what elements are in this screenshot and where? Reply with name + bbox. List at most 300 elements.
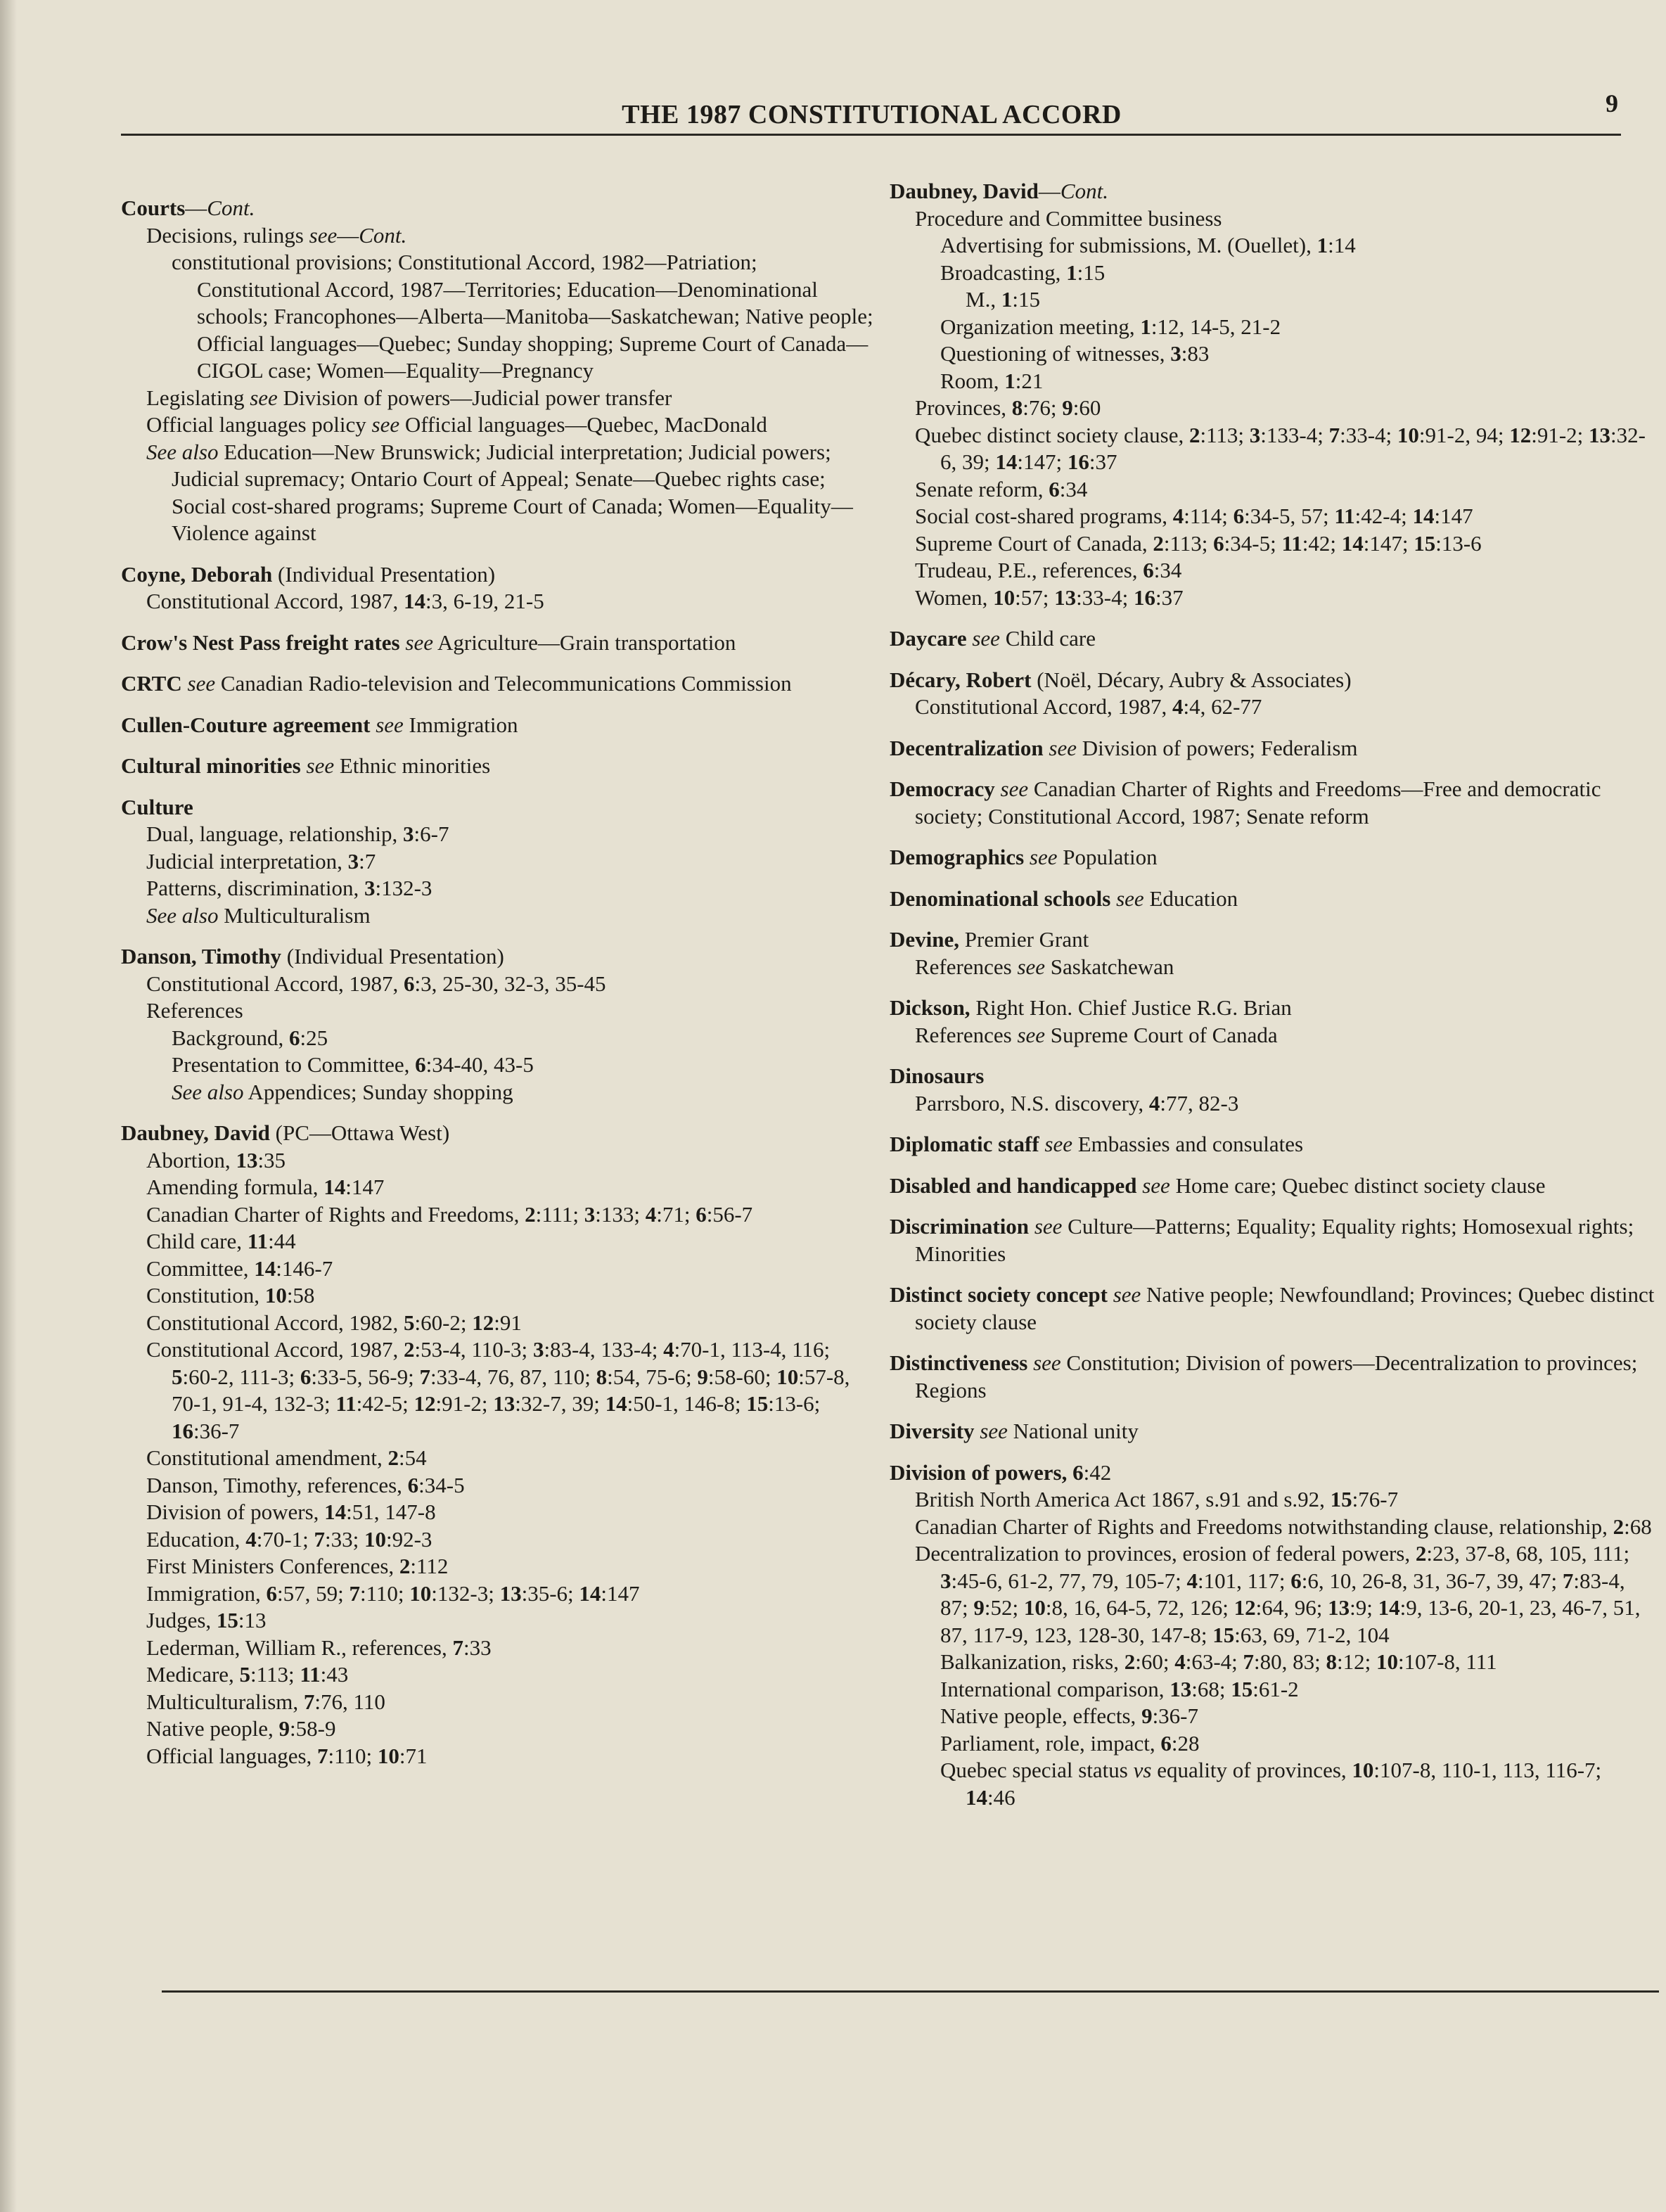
text-run: 13	[1054, 584, 1077, 610]
text-run: :63, 69, 71-2, 104	[1234, 1622, 1390, 1647]
text-run: Native people,	[146, 1716, 279, 1741]
text-run: 8	[1326, 1649, 1338, 1674]
entry-subline	[121, 1228, 877, 1255]
text-run: Decisions, rulings	[146, 222, 309, 248]
text-run: 3	[347, 848, 359, 874]
text-run: Native people, effects,	[940, 1703, 1142, 1728]
text-run: Embassies and consulates	[1072, 1132, 1304, 1156]
entry-subline	[121, 1635, 877, 1662]
text-run: CRTC	[121, 671, 182, 696]
text-run: 6	[300, 1364, 312, 1389]
text-run: Home care; Quebec distinct society clause	[1170, 1172, 1546, 1198]
text-run: :34-40, 43-5	[425, 1052, 534, 1077]
text-run: :43	[320, 1662, 349, 1687]
text-run: Danson, Timothy, references,	[146, 1472, 408, 1497]
text-run: 4	[1186, 1568, 1198, 1593]
text-run: 9	[278, 1716, 290, 1741]
text-run	[301, 753, 307, 778]
entry-subline	[121, 1715, 877, 1743]
text-run: 14	[605, 1391, 627, 1416]
text-run: :91-2, 94;	[1418, 422, 1510, 447]
text-run: Constitutional Accord, 1987,	[146, 589, 404, 613]
text-run	[1108, 1282, 1113, 1307]
text-run: (Individual Presentation)	[272, 561, 496, 587]
entry-heading	[890, 1213, 1656, 1267]
text-run: Senate reform,	[915, 476, 1049, 501]
text-run: :71	[399, 1743, 428, 1768]
text-run: See also	[146, 439, 219, 464]
text-run: :4, 62-77	[1183, 694, 1262, 719]
index-entry	[121, 670, 877, 698]
text-run: 3	[532, 1337, 544, 1362]
text-run: :110;	[328, 1743, 378, 1768]
text-run: Demographics	[890, 845, 1025, 869]
text-run: see	[1033, 1350, 1061, 1375]
text-run: Daycare	[890, 626, 967, 651]
text-run: see	[376, 712, 404, 737]
text-run: Advertising for submissions, M. (Ouellet),	[940, 233, 1317, 257]
text-run: 2	[399, 1554, 411, 1578]
entry-subline	[890, 1486, 1656, 1514]
text-run: :110;	[359, 1580, 410, 1606]
text-run: Balkanization, risks,	[940, 1649, 1124, 1674]
text-run: vs	[1133, 1758, 1152, 1782]
text-run: see	[309, 222, 338, 248]
text-run: 13	[236, 1147, 258, 1172]
text-run: :12;	[1337, 1649, 1376, 1674]
text-run: Canadian Charter of Rights and Freedoms notwithstanding clause, relationship,	[915, 1514, 1613, 1539]
text-run: 4	[1172, 504, 1184, 528]
text-run: Democracy	[890, 776, 995, 801]
text-run: 12	[1234, 1595, 1256, 1620]
entry-subline	[890, 286, 1656, 314]
text-run: 10	[1352, 1758, 1374, 1782]
entry-subline	[121, 1051, 877, 1079]
text-run	[1029, 1214, 1034, 1239]
text-run: :42-4;	[1354, 504, 1413, 528]
text-run: Broadcasting,	[940, 260, 1067, 285]
entry-subline	[121, 1743, 877, 1770]
text-run: :91-2;	[1531, 422, 1589, 447]
text-run: 13	[493, 1391, 515, 1416]
text-run: References	[146, 998, 243, 1023]
text-run: References	[915, 954, 1018, 979]
entry-subline	[890, 340, 1656, 368]
index-entry	[121, 943, 877, 1106]
text-run: :60-2;	[414, 1310, 473, 1335]
text-run: Division of powers,	[890, 1459, 1068, 1485]
text-run: —	[337, 222, 359, 248]
text-run: see	[250, 385, 278, 410]
text-run: :34	[1059, 476, 1088, 501]
text-run: :23, 37-8, 68, 105, 111;	[1426, 1541, 1630, 1566]
text-run: :9;	[1350, 1595, 1378, 1620]
entry-heading	[890, 1459, 1656, 1487]
text-run: :58-60;	[707, 1364, 777, 1389]
text-run: 11	[300, 1662, 321, 1687]
text-run: Courts	[121, 196, 186, 220]
text-run: National unity	[1007, 1419, 1139, 1443]
text-run: :107-8, 111	[1398, 1649, 1497, 1674]
text-run: Judges,	[146, 1608, 217, 1632]
text-run: see	[187, 671, 216, 696]
text-run: :45-6, 61-2, 77, 79, 105-7;	[951, 1568, 1187, 1593]
text-run	[182, 671, 188, 696]
page-title: THE 1987 CONSTITUTIONAL ACCORD	[622, 100, 1122, 129]
text-run	[1024, 845, 1030, 869]
text-run: 10	[1376, 1649, 1398, 1674]
text-run: 9	[697, 1364, 708, 1389]
text-run: see	[1017, 954, 1046, 979]
entry-subline	[890, 1649, 1656, 1676]
text-run: :83-4, 87;	[940, 1568, 1625, 1620]
text-run: :147	[345, 1175, 385, 1199]
text-run: 1	[1001, 287, 1013, 312]
text-run: 4	[245, 1526, 257, 1552]
text-run: Native people; Newfoundland; Provinces; Quebec distinct society clause	[915, 1282, 1655, 1334]
text-run: :14	[1328, 233, 1356, 257]
text-run: :34-5	[418, 1472, 465, 1497]
text-run: —	[1038, 179, 1061, 203]
text-run: 11	[1281, 530, 1302, 556]
text-run: Multiculturalism,	[146, 1689, 304, 1714]
text-run: :70-1;	[256, 1526, 314, 1552]
text-run: Daubney, David	[121, 1120, 270, 1145]
entry-subline	[890, 368, 1656, 395]
entry-heading	[890, 844, 1656, 871]
text-run: 15	[216, 1608, 238, 1632]
entry-subline	[121, 1499, 877, 1526]
text-run: :3, 6-19, 21-5	[425, 589, 544, 613]
text-run: :132-3	[375, 876, 432, 900]
text-run: :113;	[1163, 530, 1214, 556]
text-run: 16	[172, 1418, 193, 1443]
text-run: :15	[1077, 260, 1106, 285]
text-run: International comparison,	[940, 1676, 1170, 1701]
text-run: Diversity	[890, 1419, 975, 1443]
text-run: 14	[254, 1255, 276, 1281]
text-run: :63-4;	[1185, 1649, 1243, 1674]
text-run: 4	[645, 1201, 657, 1227]
text-run: Premier Grant	[959, 927, 1089, 952]
text-run: Crow's Nest Pass freight rates	[121, 629, 400, 655]
text-run: Cont.	[207, 196, 255, 220]
entry-heading	[121, 561, 877, 589]
text-run: :112	[410, 1554, 449, 1578]
text-run: Multiculturalism	[218, 902, 371, 928]
text-run: 14	[403, 589, 425, 613]
text-run: :33-4;	[1076, 584, 1134, 610]
entry-subline	[121, 1689, 877, 1716]
text-run: Dual, language, relationship,	[146, 821, 404, 846]
text-run: :68;	[1191, 1676, 1231, 1701]
text-run: Child care,	[146, 1229, 248, 1253]
text-run: :36-7	[1152, 1703, 1198, 1728]
text-run: :114;	[1184, 504, 1234, 528]
entry-subline	[890, 422, 1656, 476]
text-run: Parrsboro, N.S. discovery,	[915, 1090, 1149, 1115]
text-run: 7	[349, 1580, 360, 1606]
text-run: :13-6	[1435, 530, 1482, 556]
text-run: :133-4;	[1260, 422, 1329, 447]
text-run: :7	[359, 848, 376, 874]
text-run: :57;	[1015, 584, 1055, 610]
text-run: :35	[257, 1147, 286, 1172]
text-run: :68	[1624, 1514, 1652, 1539]
text-run: :147;	[1017, 449, 1068, 474]
text-run: 2	[1415, 1541, 1427, 1566]
text-run: See also	[146, 902, 219, 928]
text-run: see	[1116, 886, 1144, 911]
text-run: Devine,	[890, 927, 960, 952]
text-run: :76;	[1023, 395, 1063, 420]
text-run: 11	[1334, 504, 1355, 528]
text-run: Danson, Timothy	[121, 944, 281, 968]
text-run: constitutional provisions; Constitutional Accord, 1982—Patriation; Constitutional Accord, 1987—Territories; Education—Denominational schools; Francophones—Alberta—Manitoba—Saskatchewan; Native people; Official languages—Quebec; Sunday shopping; Supreme Court of Canada—CIGOL case; Women—Equality—Pregnancy	[172, 250, 873, 383]
text-run: :34-5, 57;	[1244, 504, 1335, 528]
text-run: 14	[966, 1784, 987, 1810]
index-entry	[121, 794, 877, 930]
text-run: :33-4;	[1340, 422, 1397, 447]
text-run: Daubney, David	[890, 179, 1039, 203]
index-entry	[890, 995, 1656, 1049]
index-entry	[890, 1213, 1656, 1267]
text-run: Amending formula,	[146, 1175, 324, 1199]
entry-heading	[121, 195, 877, 222]
entry-subline	[121, 971, 877, 998]
text-run: :37	[1089, 449, 1117, 474]
text-run: Room,	[940, 368, 1005, 393]
text-run: 7	[1562, 1568, 1574, 1593]
text-run: Official languages policy	[146, 412, 372, 437]
entry-subline	[890, 693, 1656, 721]
text-run: Constitutional Accord, 1982,	[146, 1310, 404, 1335]
text-run: Distinctiveness	[890, 1350, 1028, 1375]
text-run: :61-2	[1252, 1676, 1299, 1701]
text-run: :83-4, 133-4;	[544, 1337, 664, 1362]
index-entry	[890, 926, 1656, 980]
text-run: Procedure and Committee business	[915, 205, 1222, 231]
text-run: (Noël, Décary, Aubry & Associates)	[1031, 667, 1352, 692]
entry-subline	[121, 1201, 877, 1229]
text-run: :113;	[1200, 422, 1250, 447]
text-run: 16	[1133, 584, 1155, 610]
entry-subline	[890, 1676, 1656, 1703]
entry-subline	[121, 1526, 877, 1554]
entry-subline	[121, 1174, 877, 1201]
index-entry	[890, 178, 1656, 611]
text-run: see	[1142, 1172, 1170, 1198]
entry-heading	[890, 1350, 1656, 1404]
entry-subline	[121, 1553, 877, 1580]
text-run: 2	[403, 1337, 415, 1362]
text-run: Immigration,	[146, 1580, 267, 1606]
text-run: Ethnic minorities	[334, 753, 491, 778]
text-run: 14	[579, 1580, 601, 1606]
index-entry	[890, 625, 1656, 653]
text-run: 15	[1212, 1622, 1235, 1647]
text-run: Quebec distinct society clause,	[915, 422, 1189, 447]
text-run: Supreme Court of Canada,	[915, 530, 1153, 556]
index-column-right	[890, 178, 1656, 1825]
index-entry	[890, 1131, 1656, 1158]
text-run: 7	[452, 1635, 463, 1660]
text-run: 5	[239, 1662, 251, 1687]
index-entry	[890, 1172, 1656, 1200]
text-run: :32-6, 39;	[940, 422, 1646, 474]
text-run: 10	[264, 1283, 287, 1308]
index-entry	[890, 667, 1656, 721]
text-run: :35-6;	[521, 1580, 579, 1606]
text-run: 5	[403, 1310, 415, 1335]
text-run: :76, 110	[314, 1689, 385, 1714]
text-run: :147	[601, 1580, 640, 1606]
text-run: 3	[364, 876, 376, 900]
index-entry	[121, 195, 877, 547]
text-run: :6-7	[414, 821, 449, 846]
text-run	[1027, 1350, 1033, 1375]
text-run: 7	[1328, 422, 1340, 447]
text-run: Division of powers—Judicial power transfer	[277, 385, 672, 410]
entry-subline	[121, 821, 877, 848]
entry-subline	[890, 530, 1656, 558]
entry-heading	[890, 735, 1656, 762]
entry-subline	[121, 588, 877, 615]
text-run: Cultural minorities	[121, 753, 301, 778]
entry-subline	[121, 1310, 877, 1337]
index-entry	[121, 712, 877, 739]
index-entry	[121, 629, 877, 657]
text-run: :58	[286, 1283, 315, 1308]
text-run: 3	[1249, 422, 1261, 447]
text-run: 8	[1011, 395, 1023, 420]
entry-subline	[890, 232, 1656, 260]
text-run: 6	[289, 1025, 300, 1050]
text-run: Population	[1057, 845, 1158, 869]
entry-subline	[121, 1282, 877, 1310]
entry-subline	[890, 1703, 1656, 1730]
text-run: 2	[387, 1445, 399, 1470]
text-run: 10	[364, 1526, 386, 1552]
entry-subline	[121, 875, 877, 902]
text-run: :32-7, 39;	[515, 1391, 605, 1416]
entry-subline	[121, 1661, 877, 1689]
text-run: Official languages—Quebec, MacDonald	[399, 412, 767, 437]
text-run: Right Hon. Chief Justice R.G. Brian	[970, 995, 1292, 1020]
text-run: Education	[1143, 886, 1238, 911]
text-run: :107-8, 110-1, 113, 116-7;	[1373, 1758, 1602, 1782]
entry-subline	[890, 260, 1656, 287]
text-run: 13	[1328, 1595, 1350, 1620]
text-run: 13	[499, 1580, 522, 1606]
text-run: Immigration	[403, 712, 518, 737]
index-entry	[890, 844, 1656, 871]
text-run: Education—New Brunswick; Judicial interpretation; Judicial powers; Judicial supremacy; Ontario Court of Appeal; Senate—Quebec rights case; Social cost-shared programs; Supreme Court of Canada; Women—Equality—Violence against	[172, 439, 853, 545]
text-run: :146-7	[276, 1255, 333, 1281]
index-entry	[890, 1350, 1656, 1404]
text-run: :44	[268, 1229, 296, 1253]
page-header	[121, 89, 1622, 131]
text-run: see	[1017, 1022, 1046, 1047]
text-run: :42-5;	[356, 1391, 414, 1416]
text-run: :60	[1072, 395, 1101, 420]
entry-heading	[121, 753, 877, 780]
text-run: Discrimination	[890, 1214, 1030, 1239]
text-run: :25	[300, 1025, 328, 1050]
text-run: British North America Act 1867, s.91 and s.92,	[915, 1487, 1331, 1511]
entry-subline	[121, 848, 877, 876]
entry-subline	[121, 902, 877, 930]
text-run: 15	[1414, 530, 1436, 556]
text-run: Supreme Court of Canada	[1045, 1022, 1278, 1047]
text-run: Dickson,	[890, 995, 970, 1020]
text-run: M.,	[966, 287, 1001, 312]
text-run: :33-4, 76, 87, 110;	[430, 1364, 596, 1389]
text-run: :56-7	[706, 1201, 753, 1227]
text-run: 14	[323, 1175, 346, 1199]
text-run: :133;	[595, 1201, 646, 1227]
entry-subline	[121, 1079, 877, 1106]
text-run: see	[1034, 1214, 1063, 1239]
text-run: :64, 96;	[1255, 1595, 1328, 1620]
entry-subline	[890, 503, 1656, 530]
entry-heading	[890, 178, 1656, 205]
entry-subline	[121, 249, 877, 385]
text-run: :42;	[1302, 530, 1342, 556]
text-run: 9	[1141, 1703, 1153, 1728]
text-run: Constitutional Accord, 1987,	[146, 971, 404, 996]
entry-subline	[121, 1472, 877, 1500]
text-run: :46	[987, 1784, 1015, 1810]
entry-subline	[121, 439, 877, 547]
text-run: see	[1000, 776, 1029, 801]
text-run: 10	[377, 1743, 399, 1768]
text-run: :147;	[1363, 530, 1414, 556]
text-run: Trudeau, P.E., references,	[915, 558, 1143, 582]
text-run: Division of powers; Federalism	[1077, 735, 1358, 760]
entry-subline	[121, 385, 877, 412]
text-run: 14	[324, 1500, 347, 1524]
text-run: :83	[1181, 341, 1210, 366]
text-run: First Ministers Conferences,	[146, 1554, 399, 1578]
index-entry	[890, 886, 1656, 913]
entry-subline	[121, 1607, 877, 1635]
text-run: :91	[494, 1310, 522, 1335]
text-run: Division of powers,	[146, 1500, 325, 1524]
text-run: 10	[1023, 1595, 1046, 1620]
entry-heading	[121, 943, 877, 971]
text-run: 8	[596, 1364, 608, 1389]
text-run: see	[980, 1419, 1008, 1443]
text-run: 6	[266, 1580, 277, 1606]
text-run: :50-1, 146-8;	[627, 1391, 747, 1416]
entry-subline	[890, 557, 1656, 584]
entry-subline	[890, 1757, 1656, 1811]
text-run: Constitutional Accord, 1987,	[146, 1337, 404, 1362]
text-run: 9	[1062, 395, 1073, 420]
entry-subline	[890, 1540, 1656, 1649]
text-run: Cont.	[359, 222, 407, 248]
text-run: :33-5, 56-9;	[311, 1364, 420, 1389]
entry-subline	[121, 1147, 877, 1175]
entry-heading	[890, 926, 1656, 954]
text-run: :70-1, 113-4, 116;	[674, 1337, 831, 1362]
text-run: see	[1113, 1282, 1141, 1307]
text-run: 6	[1213, 530, 1224, 556]
text-run: Presentation to Committee,	[172, 1052, 416, 1077]
text-run: 16	[1067, 449, 1089, 474]
text-run: :28	[1171, 1730, 1200, 1756]
